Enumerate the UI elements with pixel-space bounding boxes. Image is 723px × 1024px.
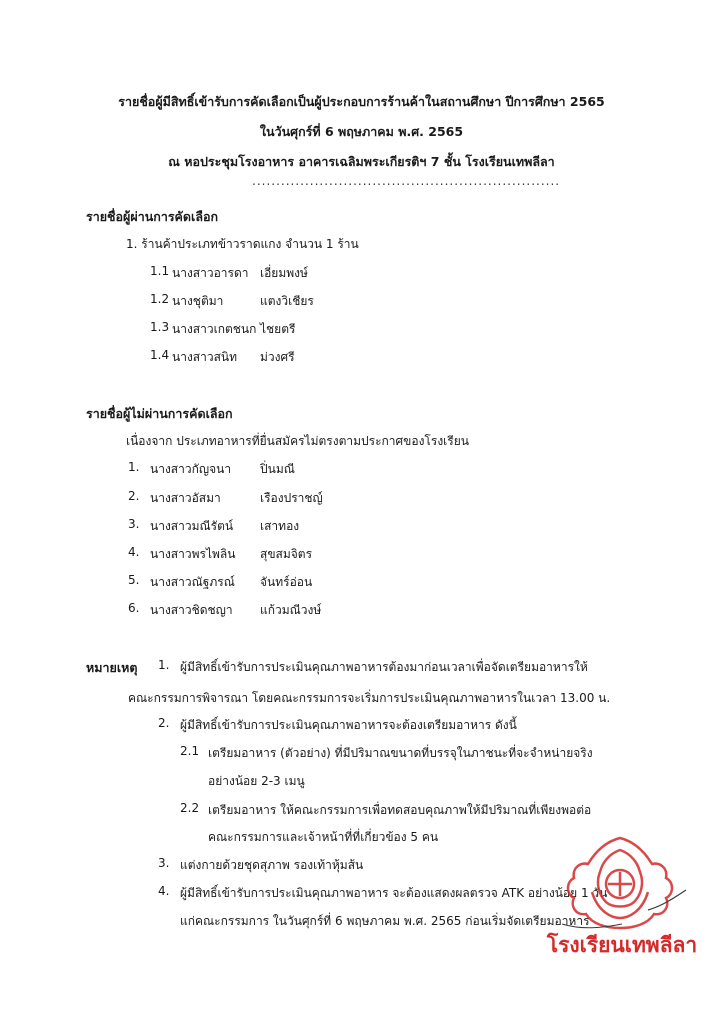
passed-last-4: ม่วงศรี [260, 350, 295, 364]
failed-no-4: 4. [128, 545, 140, 559]
failed-no-3: 3. [128, 517, 140, 531]
note-2-2-number: 2.2 [180, 801, 200, 815]
failed-first-3: นางสาวมณีรัตน์ [150, 519, 234, 533]
passed-first-1: นางสาวอารดา [172, 266, 249, 280]
failed-no-1: 1. [128, 460, 140, 474]
failed-no-6: 6. [128, 601, 140, 615]
title-line-3: ณ หอประชุมโรงอาหาร อาคารเฉลิมพระเกียรติฯ 7 ชั้น โรงเรียนเทพลีลา [168, 154, 555, 169]
note-1-line-a: ผู้มีสิทธิ์เข้ารับการประเมินคุณภาพอาหารต้องมาก่อนเวลาเพื่อจัดเตรียมอาหารให้ [180, 660, 588, 674]
notes-label: หมายเหตุ [86, 660, 138, 675]
failed-last-2: เรืองปราชญ์ [260, 491, 323, 505]
failed-last-4: สุขสมจิตร [260, 547, 313, 561]
note-2-1-line-a: เตรียมอาหาร (ตัวอย่าง) ที่มีปริมาณขนาดที่บรรจุในภาชนะที่จะจำหน่ายจริง [208, 746, 593, 760]
failed-last-1: ปิ่นมณี [260, 462, 295, 476]
note-3-number: 3. [158, 856, 170, 870]
failed-first-2: นางสาวอัสมา [150, 491, 221, 505]
note-2-1-number: 2.1 [180, 744, 200, 758]
title-line-2: ในวันศุกร์ที่ 6 พฤษภาคม พ.ศ. 2565 [259, 124, 464, 139]
note-2-2-line-a: เตรียมอาหาร ให้คณะกรรมการเพื่อทดสอบคุณภาพให้มีปริมาณที่เพียงพอต่อ [208, 803, 592, 817]
note-2-number: 2. [158, 716, 170, 730]
passed-last-3: ไชยตรี [260, 322, 296, 336]
shop-type-line: 1. ร้านค้าประเภทข้าวราดแกง จำนวน 1 ร้าน [126, 237, 359, 251]
note-2-text: ผู้มีสิทธิ์เข้ารับการประเมินคุณภาพอาหารจะต้องเตรียมอาหาร ดังนี้ [180, 718, 517, 732]
note-4-number: 4. [158, 884, 170, 898]
note-4-line-a: ผู้มีสิทธิ์เข้ารับการประเมินคุณภาพอาหาร จะต้องแสดงผลตรวจ ATK อย่างน้อย 1 วัน [180, 886, 608, 900]
note-1-line-b: คณะกรรมการพิจารณา โดยคณะกรรมการจะเริ่มการประเมินคุณภาพอาหารในเวลา 13.00 น. [128, 691, 611, 705]
note-2-1-line-b: อย่างน้อย 2-3 เมนู [208, 774, 305, 788]
failed-first-1: นางสาวกัญจนา [150, 462, 232, 476]
passed-no-3: 1.3 [150, 320, 170, 334]
school-seal-stamp [546, 832, 698, 962]
passed-no-1: 1.1 [150, 264, 170, 278]
note-4-line-b: แก่คณะกรรมการ ในวันศุกร์ที่ 6 พฤษภาคม พ.ศ. 2565 ก่อนเริ่มจัดเตรียมอาหาร [180, 914, 590, 928]
failed-last-5: จันทร์อ่อน [260, 575, 313, 589]
title-line-1: รายชื่อผู้มีสิทธิ์เข้ารับการคัดเลือกเป็นผู้ประกอบการร้านค้าในสถานศึกษา ปีการศึกษา 2565 [118, 94, 605, 109]
note-1-number: 1. [158, 658, 170, 672]
failed-heading: รายชื่อผู้ไม่ผ่านการคัดเลือก [86, 406, 233, 421]
stamp-school-name: โรงเรียนเทพลีลา [546, 932, 698, 957]
note-3-text: แต่งกายด้วยชุดสุภาพ รองเท้าหุ้มส้น [180, 858, 364, 872]
dotted-separator: ................................................................ [252, 174, 561, 188]
failed-reason: เนื่องจาก ประเภทอาหารที่ยื่นสมัครไม่ตรงตามประกาศของโรงเรียน [126, 434, 469, 448]
passed-no-4: 1.4 [150, 348, 170, 362]
failed-first-4: นางสาวพรไพลิน [150, 547, 236, 561]
passed-first-4: นางสาวสนิท [172, 350, 238, 364]
failed-no-2: 2. [128, 489, 140, 503]
failed-first-6: นางสาวชิดชญา [150, 603, 233, 617]
failed-first-5: นางสาวณัฐภรณ์ [150, 575, 235, 589]
passed-last-1: เอี่ยมพงษ์ [260, 266, 308, 280]
failed-no-5: 5. [128, 573, 140, 587]
passed-first-2: นางชุติมา [172, 294, 224, 308]
passed-last-2: แตงวิเชียร [260, 294, 314, 308]
passed-first-3: นางสาวเกตชนก [172, 322, 257, 336]
passed-no-2: 1.2 [150, 292, 170, 306]
failed-last-6: แก้วมณีวงษ์ [260, 603, 322, 617]
passed-heading: รายชื่อผู้ผ่านการคัดเลือก [86, 209, 219, 224]
note-2-2-line-b: คณะกรรมการและเจ้าหน้าที่ที่เกี่ยวข้อง 5 คน [208, 830, 439, 844]
failed-last-3: เสาทอง [260, 519, 300, 533]
